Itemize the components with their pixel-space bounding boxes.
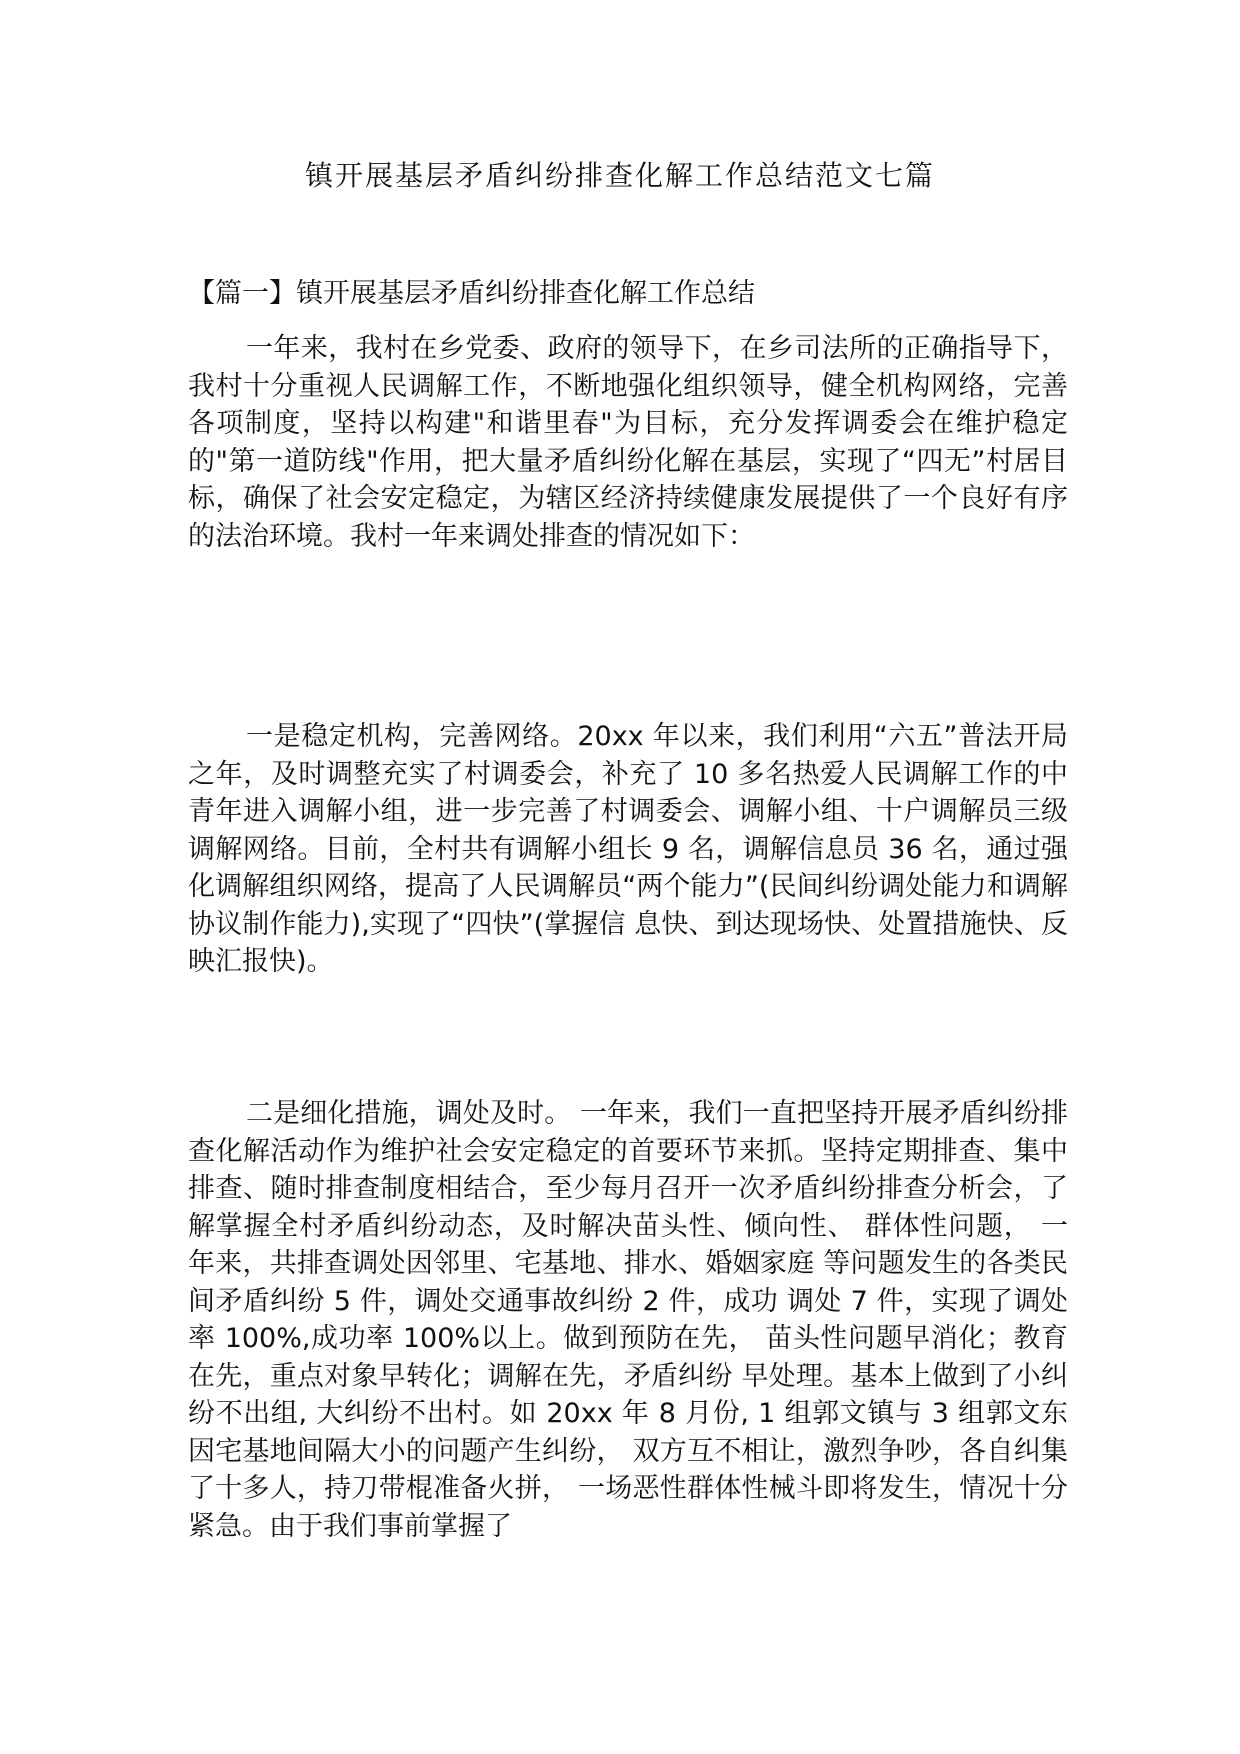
section-heading: 【篇一】镇开展基层矛盾纠纷排查化解工作总结 [188, 278, 755, 309]
document-title: 镇开展基层矛盾纠纷排查化解工作总结范文七篇 [304, 159, 935, 192]
paragraph-intro: 一年来，我村在乡党委、政府的领导下，在乡司法所的正确指导下，我村十分重视人民调解工作，不断地强化组织领导，健全机构网络，完善各项制度，坚持以构建"和谐里春"为目标，充分发挥调委会在维护稳定的"第一道防线"作用，把大量矛盾纠纷化解在基层，实现了“四无”村居目标，确保了社会安定稳定，为辖区经济持续健康发展提供了一个良好有序的法治环境。我村一年来调处排查的情况如下： [188, 333, 1068, 552]
paragraph-refined-measures: 二是细化措施，调处及时。 一年来，我们一直把坚持开展矛盾纠纷排查化解活动作为维护社会安定稳定的首要环节来抓。坚持定期排查、集中排查、随时排查制度相结合，至少每月召开一次矛盾纠纷排查分析会，了解掌握全村矛盾纠纷动态，及时解决苗头性、倾向性、 群体性问题， 一年来，共排查调处因邻里、宅基地、排水、婚姻家庭 等问题发生的各类民间矛盾纠纷 5 件，调处交通事故纠纷 2 件，成功 调处 7 件，实现了调处率 100%,成功率 100%以上。做到预防在先， 苗头性问题早消化；教育在先，重点对象早转化；调解在先，矛盾纠纷 早处理。基本上做到了小纠纷不出组, 大纠纷不出村。如 20xx 年 8 月份, 1 组郭文镇与 3 组郭文东因宅基地间隔大小的问题产生纠纷， 双方互不相让，激烈争吵，各自纠集了十多人，持刀带棍准备火拼， 一场恶性群体性械斗即将发生，情况十分紧急。由于我们事前掌握了 [188, 1098, 1068, 1542]
paragraph-stable-organization: 一是稳定机构，完善网络。20xx 年以来，我们利用“六五”普法开局之年，及时调整充实了村调委会，补充了 10 多名热爱人民调解工作的中青年进入调解小组，进一步完善了村调委会、调解小组、十户调解员三级调解网络。目前，全村共有调解小组长 9 名，调解信息员 36 名，通过强化调解组织网络，提高了人民调解员“两个能力”(民间纠纷调处能力和调解协议制作能力),实现了“四快”(掌握信 息快、到达现场快、处置措施快、反映汇报快)。 [188, 721, 1068, 977]
